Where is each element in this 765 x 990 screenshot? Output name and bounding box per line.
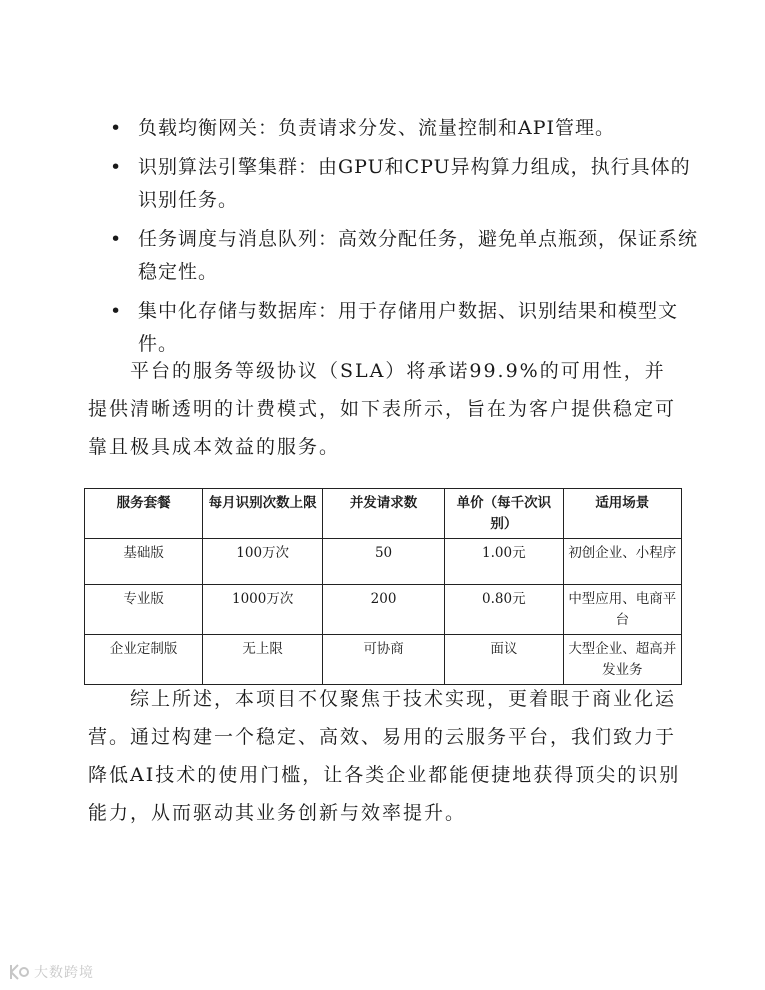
table-row xyxy=(85,585,682,635)
table-cell: 200 xyxy=(323,585,445,635)
table-cell: 1.00元 xyxy=(445,539,564,585)
table-header-cell: 每月识别次数上限 xyxy=(203,489,323,539)
bullet-dot-icon: • xyxy=(110,156,123,178)
table-cell: 大型企业、超高并发业务 xyxy=(563,635,681,685)
bullet-item xyxy=(108,151,698,217)
table-cell: 专业版 xyxy=(85,585,203,635)
table-cell: 基础版 xyxy=(85,539,203,585)
bullet-text: 负载均衡网关：负责请求分发、流量控制和API管理。 xyxy=(138,117,616,139)
bullet-text: 集中化存储与数据库：用于存储用户数据、识别结果和模型文件。 xyxy=(138,300,679,355)
watermark-text: 大数跨境 xyxy=(34,965,94,981)
watermark-logo-icon xyxy=(8,962,30,982)
watermark xyxy=(8,962,94,982)
pricing-table xyxy=(84,488,682,685)
table-row xyxy=(85,539,682,585)
table-cell: 无上限 xyxy=(203,635,323,685)
table-header-cell: 单价（每千次识别） xyxy=(445,489,564,539)
table-row xyxy=(85,635,682,685)
table-header-cell: 并发请求数 xyxy=(323,489,445,539)
table-cell: 初创企业、小程序 xyxy=(563,539,681,585)
feature-bullet-list xyxy=(108,112,698,367)
bullet-item xyxy=(108,112,698,145)
bullet-dot-icon: • xyxy=(110,228,123,250)
bullet-item xyxy=(108,223,698,289)
table-cell: 1000万次 xyxy=(203,585,323,635)
table-cell: 面议 xyxy=(445,635,564,685)
bullet-dot-icon: • xyxy=(110,117,123,139)
bullet-text: 任务调度与消息队列：高效分配任务，避免单点瓶颈，保证系统稳定性。 xyxy=(138,228,699,283)
table-cell: 100万次 xyxy=(203,539,323,585)
table-cell: 0.80元 xyxy=(445,585,564,635)
bullet-dot-icon: • xyxy=(110,300,123,322)
sla-paragraph: 平台的服务等级协议（SLA）将承诺99.9%的可用性，并提供清晰透明的计费模式，如下表所示，旨在为客户提供稳定可靠且极具成本效益的服务。 xyxy=(88,360,677,458)
table-cell: 可协商 xyxy=(323,635,445,685)
table-cell: 企业定制版 xyxy=(85,635,203,685)
bullet-text: 识别算法引擎集群：由GPU和CPU异构算力组成，执行具体的识别任务。 xyxy=(138,156,691,211)
table-cell: 50 xyxy=(323,539,445,585)
table-header-cell: 适用场景 xyxy=(563,489,681,539)
table-header-cell: 服务套餐 xyxy=(85,489,203,539)
table-header-row xyxy=(85,489,682,539)
conclusion-paragraph: 综上所述，本项目不仅聚焦于技术实现，更着眼于商业化运营。通过构建一个稳定、高效、易用的云服务平台，我们致力于降低AI技术的使用门槛，让各类企业都能便捷地获得顶尖的识别能力，从而驱动其业务创新与效率提升。 xyxy=(88,688,681,824)
table-cell: 中型应用、电商平台 xyxy=(563,585,681,635)
